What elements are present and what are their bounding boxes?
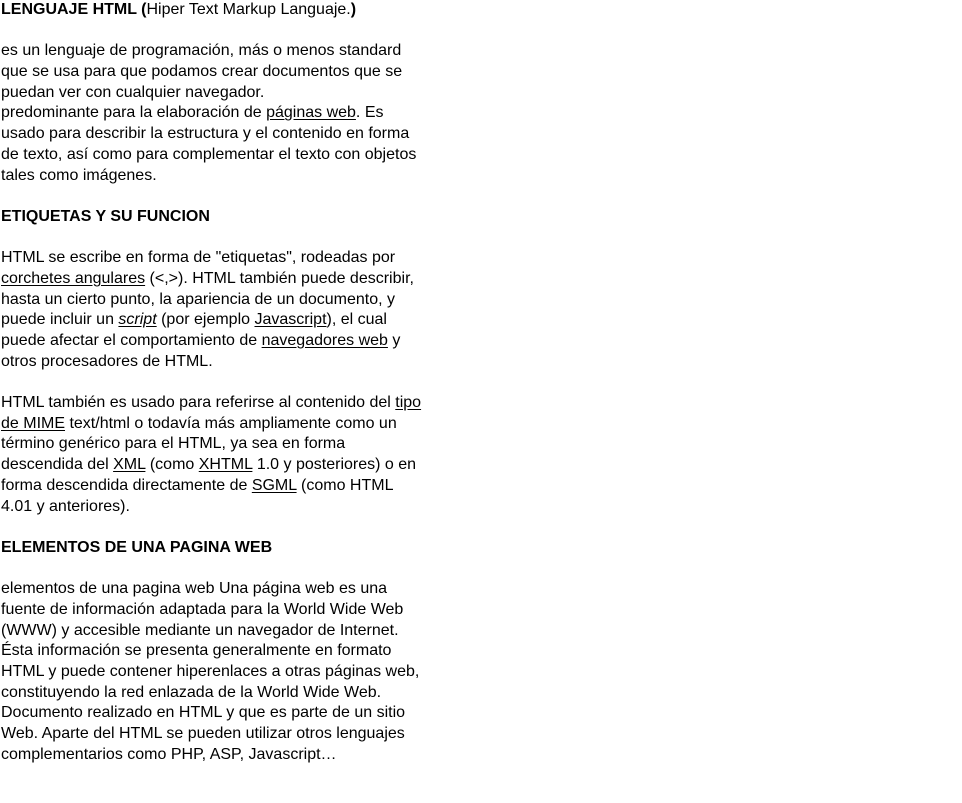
text-line: [1, 310, 491, 331]
body-text: Web. Aparte del HTML se pueden utilizar otros lenguajes: [1, 725, 405, 743]
blank-line: [1, 559, 491, 580]
body-text: puede incluir un: [1, 311, 119, 329]
hyperlink[interactable]: corchetes angulares: [1, 269, 146, 287]
body-text: puede afectar el comportamiento de: [1, 332, 262, 349]
text-line: [1, 414, 491, 435]
text-line: [1, 455, 491, 476]
body-text: elementos de una pagina web Una página web es una: [1, 580, 388, 598]
blank-line: [1, 186, 491, 207]
hyperlink[interactable]: navegadores web: [261, 332, 388, 349]
hyperlink[interactable]: tipo: [395, 394, 422, 412]
body-text: 1.0 y posteriores) o en: [252, 456, 417, 474]
text-line: [1, 331, 491, 352]
body-text: de texto, así como para complementar el texto con objetos: [1, 145, 417, 163]
hyperlink[interactable]: SGML: [251, 476, 297, 494]
body-text: fuente de información adaptada para la World Wide Web: [1, 600, 404, 618]
hyperlink[interactable]: XHTML: [198, 456, 253, 474]
body-text: hasta un cierto punto, la apariencia de un documento, y: [1, 290, 396, 308]
body-text: complementarios como PHP, ASP, Javascript…: [1, 745, 337, 763]
text-line: [1, 600, 491, 621]
text-line: [1, 662, 491, 683]
text-line: [1, 703, 491, 724]
body-text: y: [387, 332, 401, 349]
text-line: [1, 269, 491, 290]
body-text: predominante para la elaboración de: [1, 104, 267, 122]
body-text: HTML y puede contener hiperenlaces a otras páginas web,: [1, 663, 420, 680]
body-text: Ésta información se presenta generalmente en formato: [1, 642, 392, 660]
text-line: [1, 538, 491, 559]
text-line: [1, 476, 491, 497]
text-line: [1, 745, 491, 766]
text-line: [1, 62, 491, 83]
body-text: tales como imágenes.: [1, 166, 157, 184]
body-text: Hiper Text Markup Languaje.: [146, 1, 351, 18]
body-text: que se usa para que podamos crear documentos que se: [1, 63, 403, 81]
text-line: [1, 166, 491, 187]
text-line: [1, 207, 491, 228]
body-text: otros procesadores de HTML.: [1, 352, 213, 370]
text-line: [1, 683, 491, 704]
blank-line: [1, 372, 491, 393]
body-text: HTML también es usado para referirse al contenido del: [1, 394, 396, 412]
text-line: [1, 290, 491, 311]
text-line: [1, 497, 491, 518]
text-line: [1, 124, 491, 145]
body-text: constituyendo la red enlazada de la World Wide Web.: [1, 683, 382, 701]
hyperlink[interactable]: XML: [113, 456, 146, 474]
blank-line: [1, 21, 491, 42]
body-text: (WWW) y accesible mediante un navegador de Internet.: [1, 621, 399, 639]
body-text: text/html o todavía más ampliamente como un: [65, 414, 397, 432]
blank-line: [1, 228, 491, 249]
body-text: ), el cual: [326, 311, 387, 329]
body-text: 4.01 y anteriores).: [1, 497, 130, 515]
body-text: . Es: [355, 104, 384, 122]
body-text: (<,>). HTML también puede describir,: [145, 269, 414, 287]
body-text: usado para describir la estructura y el contenido en forma: [1, 125, 410, 143]
text-line: [1, 579, 491, 600]
text-line: [1, 0, 491, 21]
document-body: [1, 0, 491, 765]
body-text: HTML se escribe en forma de "etiquetas", rodeadas por: [1, 249, 396, 267]
text-line: [1, 248, 491, 269]
text-line: [1, 41, 491, 62]
body-text: descendida del: [1, 456, 114, 474]
text-line: [1, 83, 491, 104]
text-line: [1, 103, 491, 124]
text-line: [1, 434, 491, 455]
body-text: (como HTML: [296, 476, 394, 494]
text-line: [1, 145, 491, 166]
hyperlink[interactable]: de MIME: [1, 414, 66, 432]
text-line: [1, 724, 491, 745]
blank-line: [1, 517, 491, 538]
text-line: [1, 352, 491, 373]
body-text: (por ejemplo: [156, 311, 255, 329]
body-text: puedan ver con cualquier navegador.: [1, 83, 265, 101]
heading-text: LENGUAJE HTML (: [1, 1, 147, 18]
body-text: forma descendida directamente de: [1, 476, 252, 494]
heading-text: ETIQUETAS Y SU FUNCION: [1, 207, 210, 225]
text-line: [1, 393, 491, 414]
text-line: [1, 641, 491, 662]
text-line: [1, 621, 491, 642]
body-text: término genérico para el HTML, ya sea en forma: [1, 435, 346, 453]
body-text: (como: [145, 456, 199, 474]
hyperlink[interactable]: Javascript: [254, 311, 327, 329]
hyperlink[interactable]: script: [118, 311, 157, 329]
body-text: Documento realizado en HTML y que es parte de un sitio: [1, 704, 406, 722]
hyperlink[interactable]: páginas web: [266, 104, 356, 122]
heading-text: ): [350, 1, 357, 18]
heading-text: ELEMENTOS DE UNA PAGINA WEB: [1, 538, 273, 556]
body-text: es un lenguaje de programación, más o menos standard: [1, 42, 402, 60]
